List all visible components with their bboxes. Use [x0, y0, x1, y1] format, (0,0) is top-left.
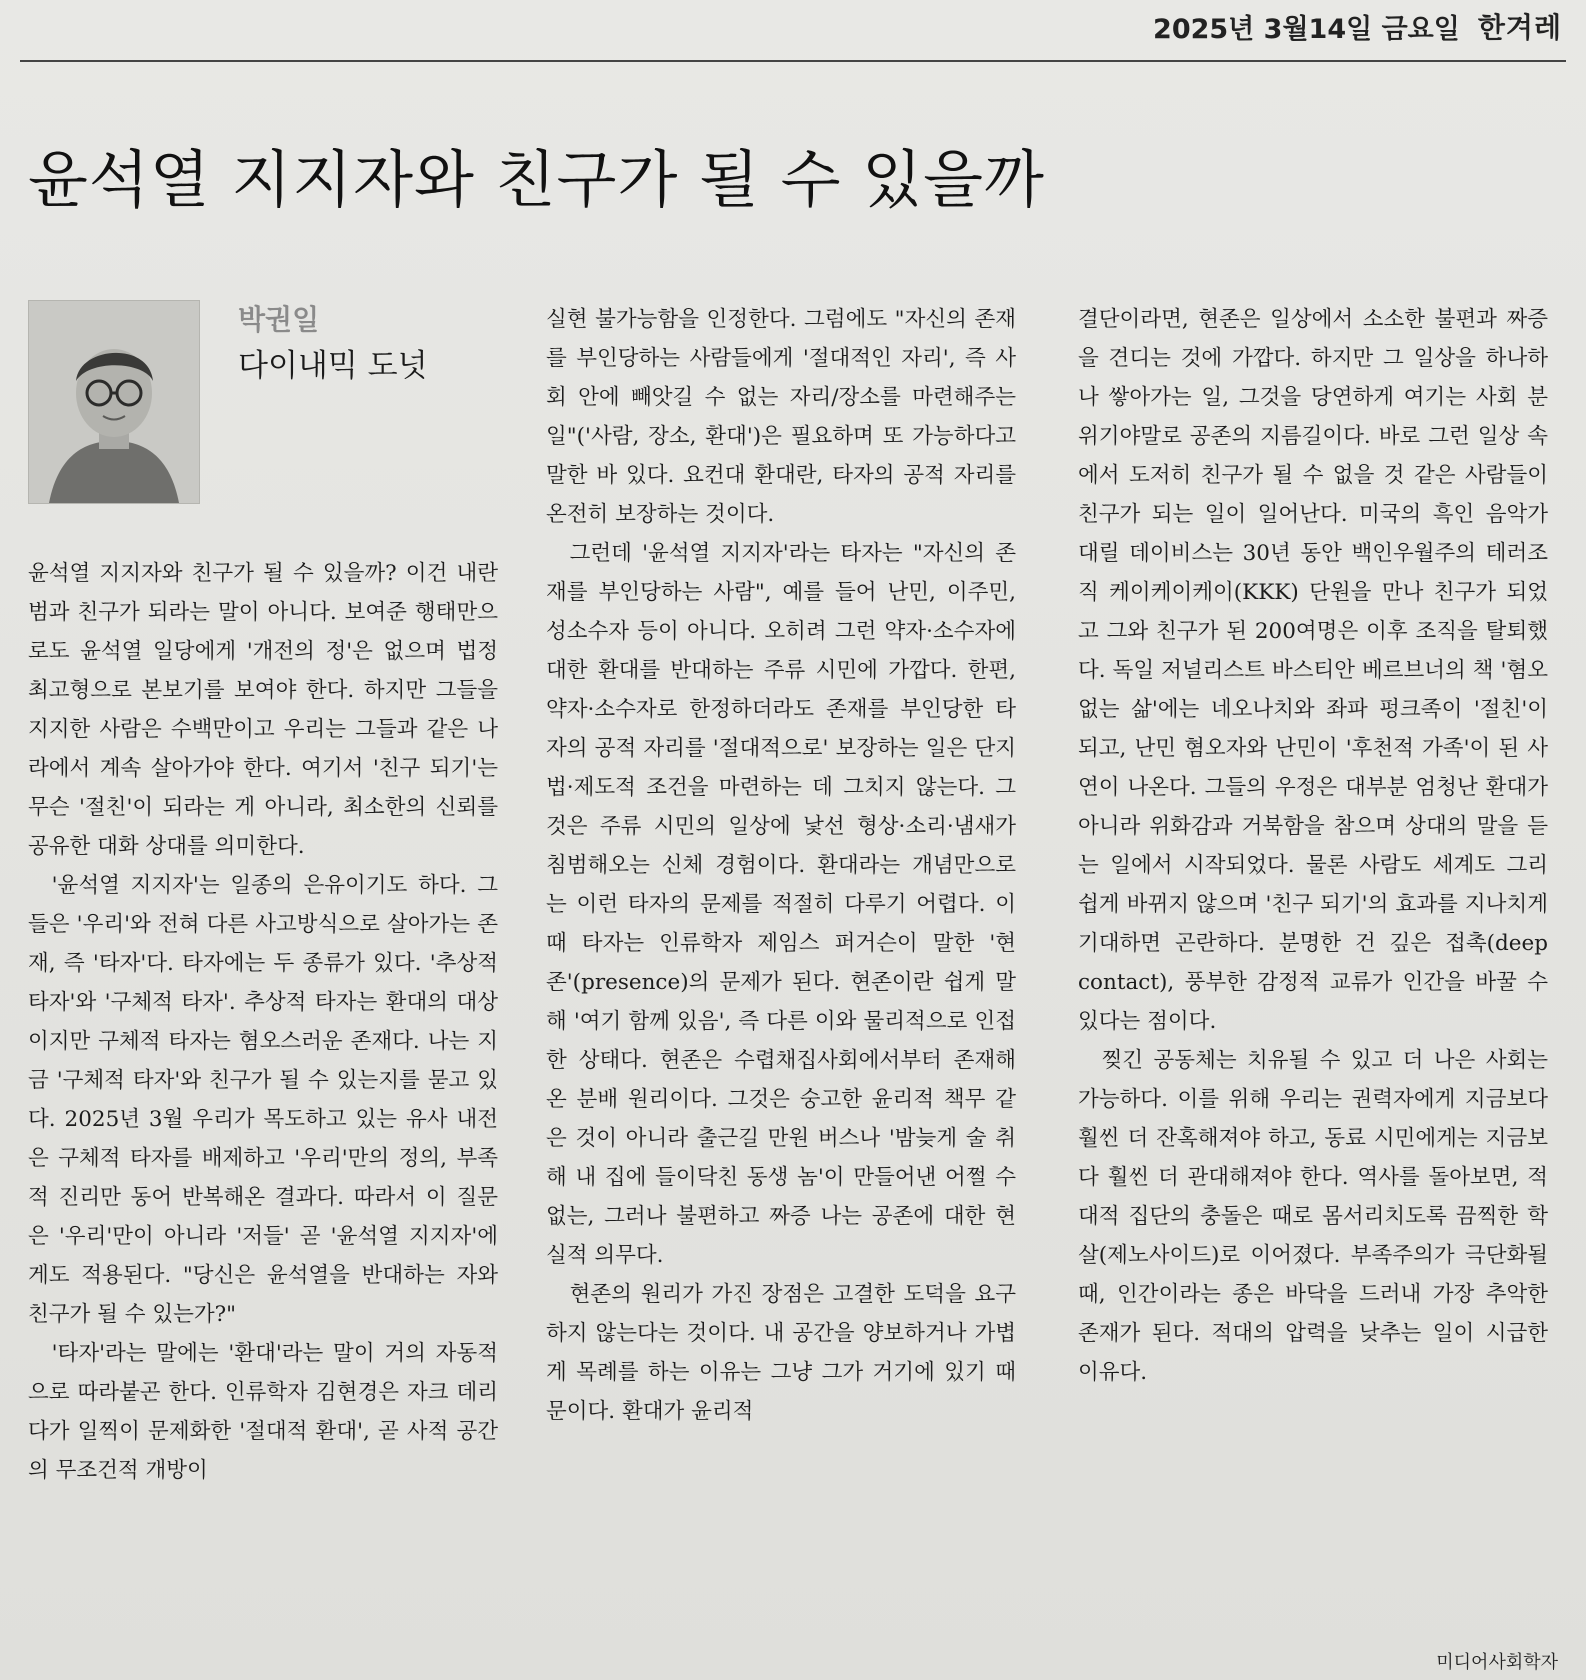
byline — [28, 300, 498, 542]
article-column-3 — [1078, 300, 1548, 1392]
paragraph: 현존의 원리가 가진 장점은 고결한 도덕을 요구하지 않는다는 것이다. 내 공간을 양보하거나 가볍게 목례를 하는 이유는 그냥 그가 거기에 있기 때문이다. 환대가 윤리적 — [546, 1282, 1016, 1424]
masthead-divider — [20, 60, 1566, 62]
author-photo — [28, 300, 200, 504]
article-column-1 — [28, 300, 498, 1490]
masthead — [1153, 4, 1562, 48]
newspaper-logo: 한겨레 — [1477, 11, 1562, 44]
author-name: 박권일 — [238, 303, 320, 336]
column-title: 다이내믹 도넛 — [238, 348, 428, 384]
author-affiliation: 미디어사회학자 — [1436, 1652, 1558, 1673]
paragraph: 그런데 '윤석열 지지자'라는 타자는 "자신의 존재를 부인당하는 사람", 예를 들어 난민, 이주민, 성소수자 등이 아니다. 오히려 그런 약자·소수자에 대한 환대를 반대하는 주류 시민에 가깝다. 한편, 약자·소수자로 한정하더라도 존재를 부인당한 타자의 공적 자리를 '절대적으로' 보장하는 일은 단지 법·제도적 조건을 마련하는 데 그치지 않는다. 그것은 주류 시민의 일상에 낯선 형상·소리·냄새가 침범해오는 신체 경험이다. 환대라는 개념만으로는 이런 타자의 문제를 적절히 다루기 어렵다. 이때 타자는 인류학자 제임스 퍼거슨이 말한 '현존'(presence)의 문제가 된다. 현존이란 쉽게 말해 '여기 함께 있음', 즉 다른 이와 물리적으로 인접한 상태다. 현존은 수렵채집사회에서부터 존재해온 분배 원리이다. 그것은 숭고한 윤리적 책무 같은 것이 아니라 출근길 만원 버스나 '밤늦게 술 취해 내 집에 들이닥친 동생 놈'이 만들어낸 어쩔 수 없는, 그러나 불편하고 짜증 나는 공존에 대한 현실적 의무다. — [546, 541, 1016, 1268]
article-column-2 — [546, 300, 1016, 1431]
paragraph: 결단이라면, 현존은 일상에서 소소한 불편과 짜증을 견디는 것에 가깝다. 하지만 그 일상을 하나하나 쌓아가는 일, 그것을 당연하게 여기는 사회 분위기야말로 공존의 지름길이다. 바로 그런 일상 속에서 도저히 친구가 될 수 없을 것 같은 사람들이 친구가 되는 일이 일어난다. 미국의 흑인 음악가 대릴 데이비스는 30년 동안 백인우월주의 테러조직 케이케이케이(KKK) 단원을 만나 친구가 되었고 그와 친구가 된 200여명은 이후 조직을 탈퇴했다. 독일 저널리스트 바스티안 베르브너의 책 '혐오 없는 삶'에는 네오나치와 좌파 펑크족이 '절친'이 되고, 난민 혐오자와 난민이 '후천적 가족'이 된 사연이 나온다. 그들의 우정은 대부분 엄청난 환대가 아니라 위화감과 거북함을 참으며 상대의 말을 듣는 일에서 시작되었다. 물론 사람도 세계도 그리 쉽게 바뀌지 않으며 '친구 되기'의 효과를 지나치게 기대하면 곤란하다. 분명한 건 깊은 접촉(deep contact), 풍부한 감정적 교류가 인간을 바꿀 수 있다는 점이다. — [1078, 307, 1548, 1034]
issue-date: 2025년 3월14일 금요일 — [1153, 13, 1460, 45]
paragraph: 찢긴 공동체는 치유될 수 있고 더 나은 사회는 가능하다. 이를 위해 우리는 권력자에게 지금보다 훨씬 더 잔혹해져야 하고, 동료 시민에게는 지금보다 훨씬 더 관대해져야 한다. 역사를 돌아보면, 적대적 집단의 충돌은 때로 몸서리치도록 끔찍한 학살(제노사이드)로 이어졌다. 부족주의가 극단화될 때, 인간이라는 종은 바닥을 드러내 가장 추악한 존재가 된다. 적대의 압력을 낮추는 일이 시급한 이유다. — [1078, 1048, 1548, 1385]
paragraph: 실현 불가능함을 인정한다. 그럼에도 "자신의 존재를 부인당하는 사람들에게 '절대적인 자리', 즉 사회 안에 빼앗길 수 없는 자리/장소를 마련해주는 일"('사람, 장소, 환대')은 필요하며 또 가능하다고 말한 바 있다. 요컨대 환대란, 타자의 공적 자리를 온전히 보장하는 것이다. — [546, 307, 1016, 527]
paragraph: '타자'라는 말에는 '환대'라는 말이 거의 자동적으로 따라붙곤 한다. 인류학자 김현경은 자크 데리다가 일찍이 문제화한 '절대적 환대', 곧 사적 공간의 무조건적 개방이 — [28, 1341, 498, 1483]
article-headline: 윤석열 지지자와 친구가 될 수 있을까 — [28, 143, 1045, 216]
paragraph: 윤석열 지지자와 친구가 될 수 있을까? 이건 내란범과 친구가 되라는 말이 아니다. 보여준 행태만으로도 윤석열 일당에게 '개전의 정'은 없으며 법정 최고형으로 본보기를 보여야 한다. 하지만 그들을 지지한 사람은 수백만이고 우리는 그들과 같은 나라에서 계속 살아가야 한다. 여기서 '친구 되기'는 무슨 '절친'이 되라는 게 아니라, 최소한의 신뢰를 공유한 대화 상대를 의미한다. — [28, 561, 498, 859]
paragraph: '윤석열 지지자'는 일종의 은유이기도 하다. 그들은 '우리'와 전혀 다른 사고방식으로 살아가는 존재, 즉 '타자'다. 타자에는 두 종류가 있다. '추상적 타자'와 '구체적 타자'. 추상적 타자는 환대의 대상이지만 구체적 타자는 혐오스러운 존재다. 나는 지금 '구체적 타자'와 친구가 될 수 있는지를 묻고 있다. 2025년 3월 우리가 목도하고 있는 유사 내전은 구체적 타자를 배제하고 '우리'만의 정의, 부족적 진리만 동어 반복해온 결과다. 따라서 이 질문은 '우리'만이 아니라 '저들' 곧 '윤석열 지지자'에게도 적용된다. "당신은 윤석열을 반대하는 자와 친구가 될 수 있는가?" — [28, 873, 498, 1327]
author-portrait-icon — [29, 301, 199, 503]
author-info — [238, 300, 428, 392]
